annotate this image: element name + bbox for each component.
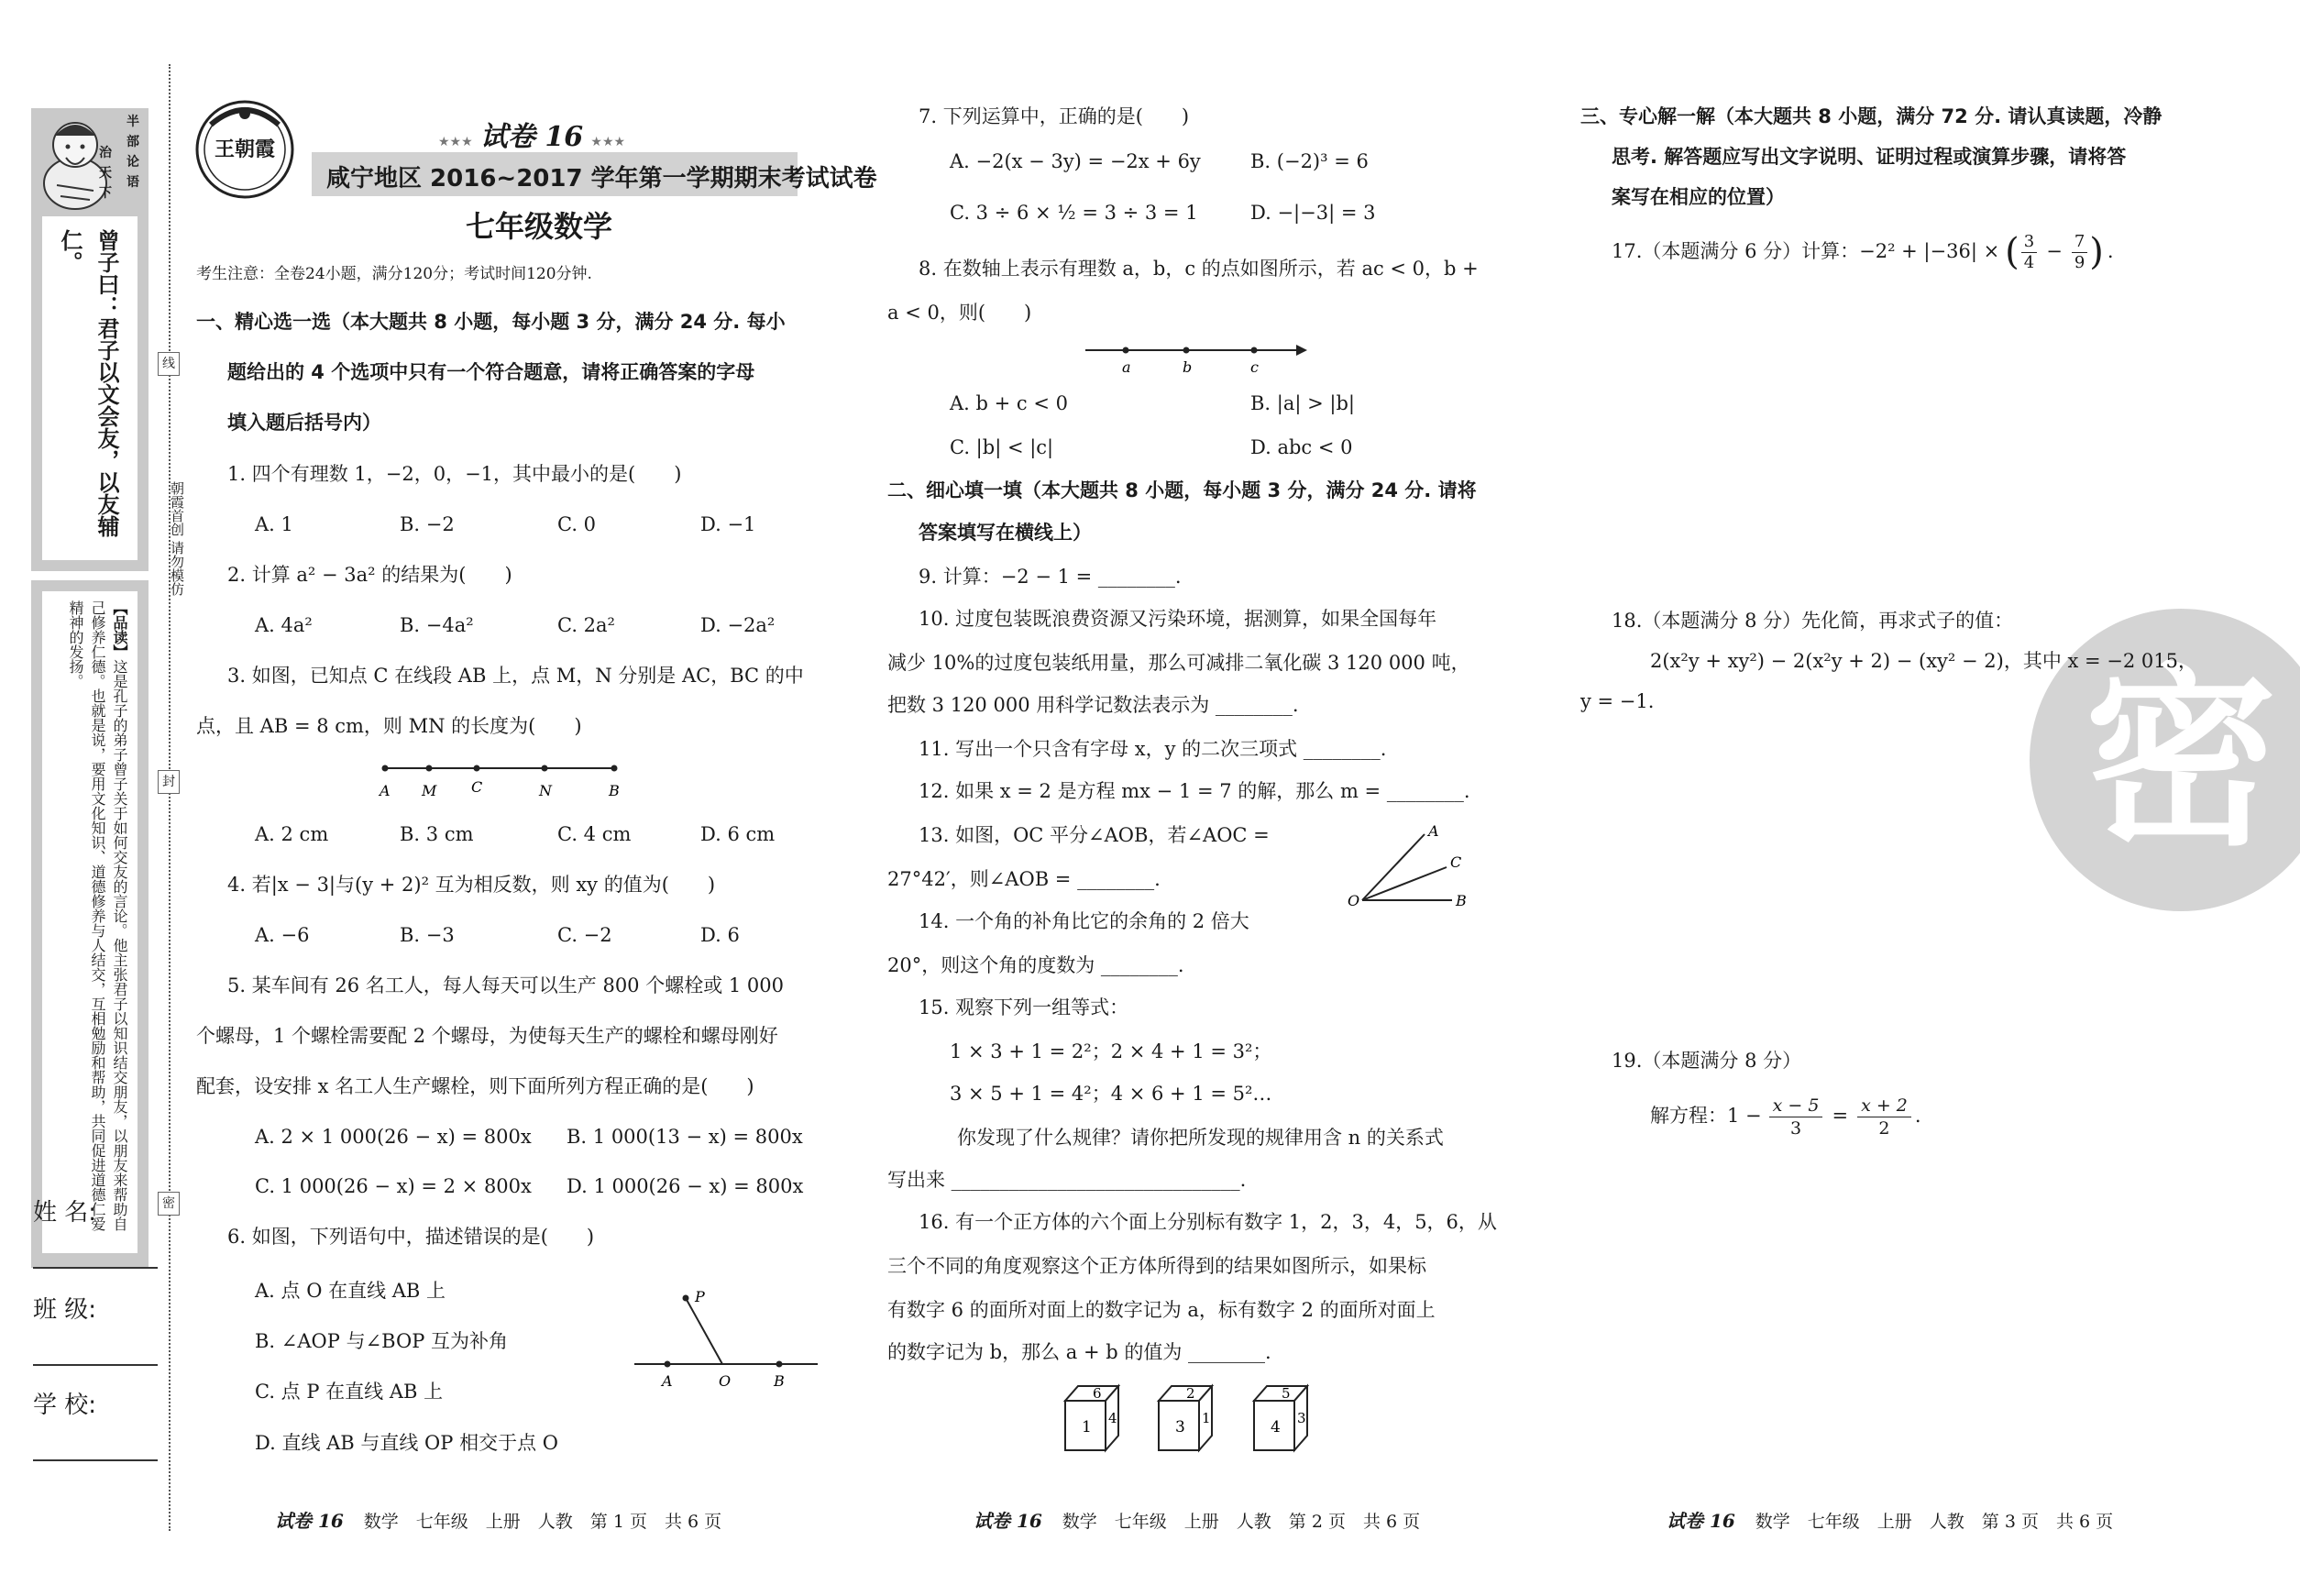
q3-option-a: A. 2 cm xyxy=(255,823,329,845)
q6-line-figure xyxy=(631,1285,823,1395)
q4-option-d: D. 6 xyxy=(700,924,740,946)
copyright-notice: 朝霞首创 请勿模仿 xyxy=(169,481,185,596)
question-16-line3: 有数字 6 的面所对面上的数字记为 a，标有数字 2 的面所对面上 xyxy=(887,1299,1436,1321)
q8-option-b: B. |a| > |b| xyxy=(1250,392,1355,414)
point-label-b: B xyxy=(609,782,620,799)
q2-option-a: A. 4a² xyxy=(255,614,313,636)
banner-char: 论 xyxy=(127,155,139,170)
exam-notice: 考生注意：全卷24小题，满分120分；考试时间120分钟. xyxy=(196,265,592,283)
q5-option-a: A. 2 × 1 000(26 − x) = 800x xyxy=(255,1126,532,1148)
student-class-field[interactable] xyxy=(33,1291,158,1366)
field-label: 姓 名: xyxy=(33,1199,97,1227)
q6-option-a: A. 点 O 在直线 AB 上 xyxy=(255,1280,446,1302)
page-footer-2 xyxy=(974,1506,1420,1533)
q3-option-b: B. 3 cm xyxy=(400,823,474,845)
footer-text: 数学 七年级 上册 人教 第 1 页 共 6 页 xyxy=(363,1512,722,1532)
fold-mark: 密 xyxy=(158,1192,180,1216)
question-3-line2: 点，且 AB = 8 cm，则 MN 的长度为( ) xyxy=(196,715,582,737)
banner-char: 天 xyxy=(99,166,112,181)
paren-left: ( xyxy=(2005,231,2019,273)
point-label-o: O xyxy=(1348,892,1360,909)
question-4: 4. 若|x − 3|与(y + 2)² 互为相反数，则 xy 的值为( ) xyxy=(227,874,716,896)
cube-1 xyxy=(1065,1385,1118,1450)
q7-option-a: A. −2(x − 3y) = −2x + 6y xyxy=(950,150,1201,172)
question-19-line1: 19.（本题满分 8 分） xyxy=(1612,1050,1802,1072)
footer-text: 数学 七年级 上册 人教 第 3 页 共 6 页 xyxy=(1755,1512,2114,1532)
fraction xyxy=(1857,1095,1911,1139)
cube-face-label: 1 xyxy=(1082,1418,1092,1436)
cube-face-label: 2 xyxy=(1186,1385,1195,1402)
paper-label: 试卷 16 xyxy=(479,121,584,153)
banner-char: 语 xyxy=(127,175,139,190)
question-16-line1: 16. 有一个正方体的六个面上分别标有数字 1，2，3，4，5，6，从 xyxy=(919,1211,1497,1233)
point-label-m: M xyxy=(422,782,437,799)
q8-option-c: C. |b| < |c| xyxy=(950,436,1054,458)
question-15-line2: 1 × 3 + 1 = 2²；2 × 4 + 1 = 3²； xyxy=(950,1040,1272,1062)
cube-2 xyxy=(1159,1385,1212,1450)
footer-label: 试卷 16 xyxy=(275,1510,344,1532)
q3-option-c: C. 4 cm xyxy=(557,823,632,845)
minus-sign: − xyxy=(2046,240,2063,263)
cube-face-label: 3 xyxy=(1175,1418,1185,1436)
section-3-heading-line3: 案写在相应的位置） xyxy=(1612,186,1785,208)
q1-option-b: B. −2 xyxy=(400,513,455,535)
student-name-field[interactable] xyxy=(33,1194,158,1269)
fraction-denominator: 4 xyxy=(2023,252,2035,272)
question-15-line1: 15. 观察下列一组等式： xyxy=(919,996,1129,1018)
question-14-line1: 14. 一个角的补角比它的余角的 2 倍大 xyxy=(919,910,1249,932)
cube-face-label: 5 xyxy=(1282,1385,1291,1402)
point-label-a: a xyxy=(1122,358,1131,376)
q17-suffix: . xyxy=(2107,240,2114,263)
logo-text: 王朝霞 xyxy=(214,138,275,161)
banner-char: 治 xyxy=(99,146,112,160)
quote-box xyxy=(42,216,138,560)
section-3-heading-line1: 三、专心解一解（本大题共 8 小题，满分 72 分. 请认真读题，冷静 xyxy=(1580,105,2162,127)
page-footer-3 xyxy=(1667,1506,2113,1533)
q5-option-b: B. 1 000(13 − x) = 800x xyxy=(567,1126,803,1148)
question-15-line4: 你发现了什么规律？请你把所发现的规律用含 n 的关系式 xyxy=(957,1127,1444,1149)
section-2-heading-line2: 答案填写在横线上） xyxy=(919,522,1092,544)
point-label-c: C xyxy=(1450,853,1462,871)
q3-option-d: D. 6 cm xyxy=(700,823,776,845)
q4-option-c: C. −2 xyxy=(557,924,612,946)
question-18-line2: 2(x²y + xy²) − 2(x²y + 2) − (xy² − 2)，其中 x = −2 015， xyxy=(1650,650,2198,672)
question-15-line3: 3 × 5 + 1 = 4²；4 × 6 + 1 = 5²… xyxy=(950,1083,1272,1105)
banner-subtitle xyxy=(92,143,119,204)
section-3-heading-line2: 思考. 解答题应写出文字说明、证明过程或演算步骤，请将答 xyxy=(1612,146,2127,168)
star-decoration: ★★★ xyxy=(438,135,473,149)
cube-3 xyxy=(1254,1385,1307,1450)
watermark-char: 密 xyxy=(2084,647,2277,872)
cube-face-label: 6 xyxy=(1093,1385,1102,1402)
exam-title: 咸宁地区 2016~2017 学年第一学期期末考试试卷 xyxy=(326,165,877,193)
q5-option-d: D. 1 000(26 − x) = 800x xyxy=(567,1175,804,1197)
fold-line xyxy=(169,64,171,1531)
footer-label: 试卷 16 xyxy=(974,1510,1042,1532)
fraction-numerator: x + 2 xyxy=(1857,1095,1911,1117)
question-9: 9. 计算：−2 − 1 = ________. xyxy=(919,566,1182,588)
question-13-line1: 13. 如图，OC 平分∠AOB，若∠AOC = xyxy=(919,824,1270,846)
q4-option-a: A. −6 xyxy=(255,924,310,946)
q1-option-c: C. 0 xyxy=(557,513,597,535)
point-label-a: A xyxy=(380,782,391,799)
question-8-line2: a < 0，则( ) xyxy=(887,302,1032,324)
point-label-b: b xyxy=(1183,358,1193,376)
q2-option-d: D. −2a² xyxy=(700,614,776,636)
q3-segment-figure xyxy=(367,755,633,801)
cube-face-label: 1 xyxy=(1202,1410,1211,1426)
q7-option-b: B. (−2)³ = 6 xyxy=(1250,150,1369,172)
q6-option-d: D. 直线 AB 与直线 OP 相交于点 O xyxy=(255,1432,558,1454)
question-13-line2: 27°42′，则∠AOB = ________. xyxy=(887,868,1161,890)
q7-option-d: D. −|−3| = 3 xyxy=(1250,202,1376,224)
q6-option-b: B. ∠AOP 与∠BOP 互为补角 xyxy=(255,1330,509,1352)
cube-face-label: 4 xyxy=(1108,1410,1117,1426)
point-label-c: C xyxy=(471,778,483,796)
question-8-line1: 8. 在数轴上表示有理数 a，b，c 的点如图所示，若 ac < 0，b + xyxy=(919,258,1479,280)
fraction-denominator: 2 xyxy=(1878,1117,1890,1139)
point-label-o: O xyxy=(719,1372,732,1390)
section-1-heading-line3: 填入题后括号内） xyxy=(227,412,381,434)
cube-face-label: 4 xyxy=(1271,1418,1281,1436)
section-1-heading-line2: 题给出的 4 个选项中只有一个符合题意，请将正确答案的字母 xyxy=(227,361,755,383)
question-10-line1: 10. 过度包装既浪费资源又污染环境，据测算，如果全国每年 xyxy=(919,608,1437,630)
question-10-line2: 减少 10%的过度包装纸用量，那么可减排二氧化碳 3 120 000 吨， xyxy=(887,652,1470,674)
field-label: 学 校: xyxy=(33,1392,97,1419)
student-school-field[interactable] xyxy=(33,1386,158,1461)
fold-mark: 线 xyxy=(158,352,180,376)
footer-text: 数学 七年级 上册 人教 第 2 页 共 6 页 xyxy=(1062,1512,1421,1532)
q8-option-d: D. abc < 0 xyxy=(1250,436,1353,458)
question-14-line2: 20°，则这个角的度数为 ________. xyxy=(887,954,1184,976)
section-1-heading-line1: 一、精心选一选（本大题共 8 小题，每小题 3 分，满分 24 分. 每小 xyxy=(196,311,786,333)
point-label-p: P xyxy=(695,1288,705,1305)
q6-option-c: C. 点 P 在直线 AB 上 xyxy=(255,1381,444,1403)
question-10-line3: 把数 3 120 000 用科学记数法表示为 ________. xyxy=(887,694,1299,716)
section-2-heading-line1: 二、细心填一填（本大题共 8 小题，每小题 3 分，满分 24 分. 请将 xyxy=(887,479,1477,501)
question-17 xyxy=(1612,229,2114,275)
q2-option-c: C. 2a² xyxy=(557,614,615,636)
question-6: 6. 如图，下列语句中，描述错误的是( ) xyxy=(227,1226,595,1248)
star-decoration: ★★★ xyxy=(590,135,626,149)
fraction xyxy=(1769,1095,1823,1139)
question-18-line3: y = −1. xyxy=(1580,690,1655,712)
fraction-denominator: 9 xyxy=(2074,252,2085,272)
q19-suffix: . xyxy=(1914,1105,1921,1128)
question-5-line1: 5. 某车间有 26 名工人，每人每天可以生产 800 个螺栓或 1 000 xyxy=(227,974,785,996)
q8-option-a: A. b + c < 0 xyxy=(950,392,1068,414)
paren-right: ) xyxy=(2089,231,2104,273)
quote-text: 曾子曰：君子以文会友，以友辅仁。 xyxy=(57,229,119,537)
question-18-line1: 18.（本题满分 8 分）先化简，再求式子的值： xyxy=(1612,610,2014,632)
question-12: 12. 如果 x = 2 是方程 mx − 1 = 7 的解，那么 m = ________. xyxy=(919,780,1470,802)
fraction xyxy=(2021,232,2037,273)
page-footer-1 xyxy=(275,1506,721,1533)
point-label-b: B xyxy=(1456,892,1467,909)
reading-label: 【品读】 xyxy=(111,600,128,659)
brand-logo xyxy=(194,99,295,200)
fold-mark: 封 xyxy=(158,770,180,794)
paper-label-row xyxy=(438,114,625,154)
question-1: 1. 四个有理数 1，−2，0，−1，其中最小的是( ) xyxy=(227,463,682,485)
q1-option-d: D. −1 xyxy=(700,513,756,535)
q2-option-b: B. −4a² xyxy=(400,614,474,636)
fraction-numerator: 7 xyxy=(2072,232,2087,253)
q16-cubes-figure xyxy=(1062,1382,1327,1456)
question-5-line3: 配套，设安排 x 名工人生产螺栓，则下面所列方程正确的是( ) xyxy=(196,1075,754,1097)
banner-char: 下 xyxy=(99,186,112,201)
question-5-line2: 个螺母，1 个螺栓需要配 2 个螺母，为使每天生产的螺栓和螺母刚好 xyxy=(196,1025,778,1047)
question-16-line4: 的数字记为 b，那么 a + b 的值为 ________. xyxy=(887,1341,1271,1363)
point-label-n: N xyxy=(539,782,552,799)
q7-option-c: C. 3 ÷ 6 × ½ = 3 ÷ 3 = 1 xyxy=(950,202,1198,224)
point-label-c: c xyxy=(1250,358,1259,376)
fraction-numerator: 3 xyxy=(2021,232,2037,253)
q13-angle-figure xyxy=(1348,823,1485,915)
reading-box xyxy=(42,591,138,1253)
point-label-b: B xyxy=(774,1372,785,1390)
question-11: 11. 写出一个只含有字母 x，y 的二次三项式 ________. xyxy=(919,738,1387,760)
q17-prefix: 17.（本题满分 6 分）计算：−2² + |−36| × xyxy=(1612,240,2000,263)
banner-char: 半 xyxy=(127,115,139,129)
q1-option-a: A. 1 xyxy=(255,513,293,535)
q19-prefix: 解方程：1 − xyxy=(1650,1105,1762,1128)
question-15-line5: 写出来 ______________________________. xyxy=(887,1169,1247,1191)
banner-char: 部 xyxy=(127,135,139,149)
cube-face-label: 3 xyxy=(1297,1410,1306,1426)
question-7: 7. 下列运算中，正确的是( ) xyxy=(919,105,1190,127)
field-label: 班 级: xyxy=(33,1296,97,1324)
fraction-denominator: 3 xyxy=(1790,1117,1802,1139)
point-label-a: A xyxy=(662,1372,673,1390)
equals-sign: = xyxy=(1832,1105,1849,1128)
fraction-numerator: x − 5 xyxy=(1769,1095,1823,1117)
q4-option-b: B. −3 xyxy=(400,924,455,946)
subject-title: 七年级数学 xyxy=(466,209,613,244)
question-19-equation xyxy=(1650,1089,1921,1144)
reading-body: 这是孔子的弟子曾子关于如何交友的言论。他主张君子以知识结交朋友，以朋友来帮助自己修养仁德。也就是说，要用文化知识、道德修养与人结交，互相勉励和帮助，共同促进道德仁爱精神的发扬。 xyxy=(67,600,128,1231)
reading-text xyxy=(64,600,130,1242)
banner-title xyxy=(119,112,147,193)
question-3-line1: 3. 如图，已知点 C 在线段 AB 上，点 M，N 分别是 AC，BC 的中 xyxy=(227,665,804,687)
point-label-a: A xyxy=(1428,823,1439,840)
question-2: 2. 计算 a² − 3a² 的结果为( ) xyxy=(227,564,512,586)
footer-label: 试卷 16 xyxy=(1667,1510,1735,1532)
q8-number-line xyxy=(1082,339,1311,376)
q5-option-c: C. 1 000(26 − x) = 2 × 800x xyxy=(255,1175,532,1197)
question-16-line2: 三个不同的角度观察这个正方体所得到的结果如图所示，如果标 xyxy=(887,1255,1426,1277)
fraction xyxy=(2072,232,2087,273)
